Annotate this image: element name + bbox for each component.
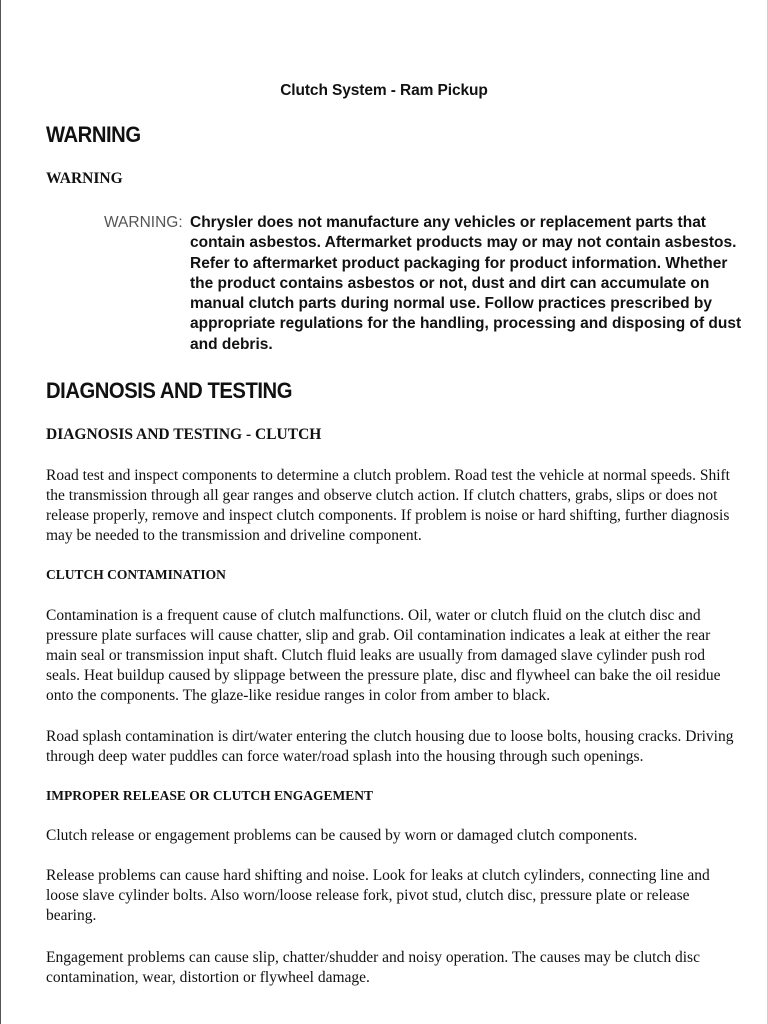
warning-callout-label: WARNING:	[104, 214, 183, 231]
warning-callout-text: Chrysler does not manufacture any vehicles or replacement parts that contain asbestos. Aftermarket products may or may not contain asbestos. Refer to aftermarket product packaging for product information. Whether the product contains asbestos or not, dust and dirt can accumulate on manual clutch parts during normal use. Follow practices prescribed by appropriate regulations for the handling, processing and disposing of dust and debris.	[190, 214, 742, 353]
subheading-diagnosis-clutch: DIAGNOSIS AND TESTING - CLUTCH	[46, 426, 322, 443]
contamination-paragraph-2: Road splash contamination is dirt/water entering the clutch housing due to loose bolts, housing cracks. Driving through deep water puddles can force water/road splash into the housing through such openings.	[46, 728, 734, 765]
section-heading-diagnosis: DIAGNOSIS AND TESTING	[46, 378, 292, 403]
subheading-warning: WARNING	[46, 170, 123, 187]
page-left-border	[0, 0, 1, 1024]
section-heading-warning: WARNING	[46, 122, 141, 147]
subheading-clutch-contamination: CLUTCH CONTAMINATION	[46, 567, 226, 582]
release-paragraph-2: Release problems can cause hard shifting and noise. Look for leaks at clutch cylinders, connecting line and loose slave cylinder bolts. Also worn/loose release fork, pivot stud, clutch disc, pressure plate or release bearing.	[46, 867, 710, 924]
release-paragraph-3: Engagement problems can cause slip, chatter/shudder and noisy operation. The causes may be clutch disc contamination, wear, distortion or flywheel damage.	[46, 949, 700, 986]
document-title: Clutch System - Ram Pickup	[280, 82, 488, 99]
contamination-paragraph-1: Contamination is a frequent cause of clutch malfunctions. Oil, water or clutch fluid on the clutch disc and pressure plate surfaces will cause chatter, slip and grab. Oil contamination indicates a leak at either the rear main seal or transmission input shaft. Clutch fluid leaks are usually from damaged slave cylinder push rod seals. Heat buildup caused by slippage between the pressure plate, disc and flywheel can bake the oil residue onto the components. The glaze-like residue ranges in color from amber to black.	[46, 607, 721, 704]
subheading-improper-release: IMPROPER RELEASE OR CLUTCH ENGAGEMENT	[46, 788, 374, 803]
release-paragraph-1: Clutch release or engagement problems can be caused by worn or damaged clutch components.	[46, 827, 638, 844]
diagnosis-intro-paragraph: Road test and inspect components to determine a clutch problem. Road test the vehicle at normal speeds. Shift the transmission through all gear ranges and observe clutch action. If clutch chatters, grabs, slips or does not release properly, remove and inspect clutch components. If problem is noise or hard shifting, further diagnosis may be needed to the transmission and driveline component.	[46, 467, 730, 544]
